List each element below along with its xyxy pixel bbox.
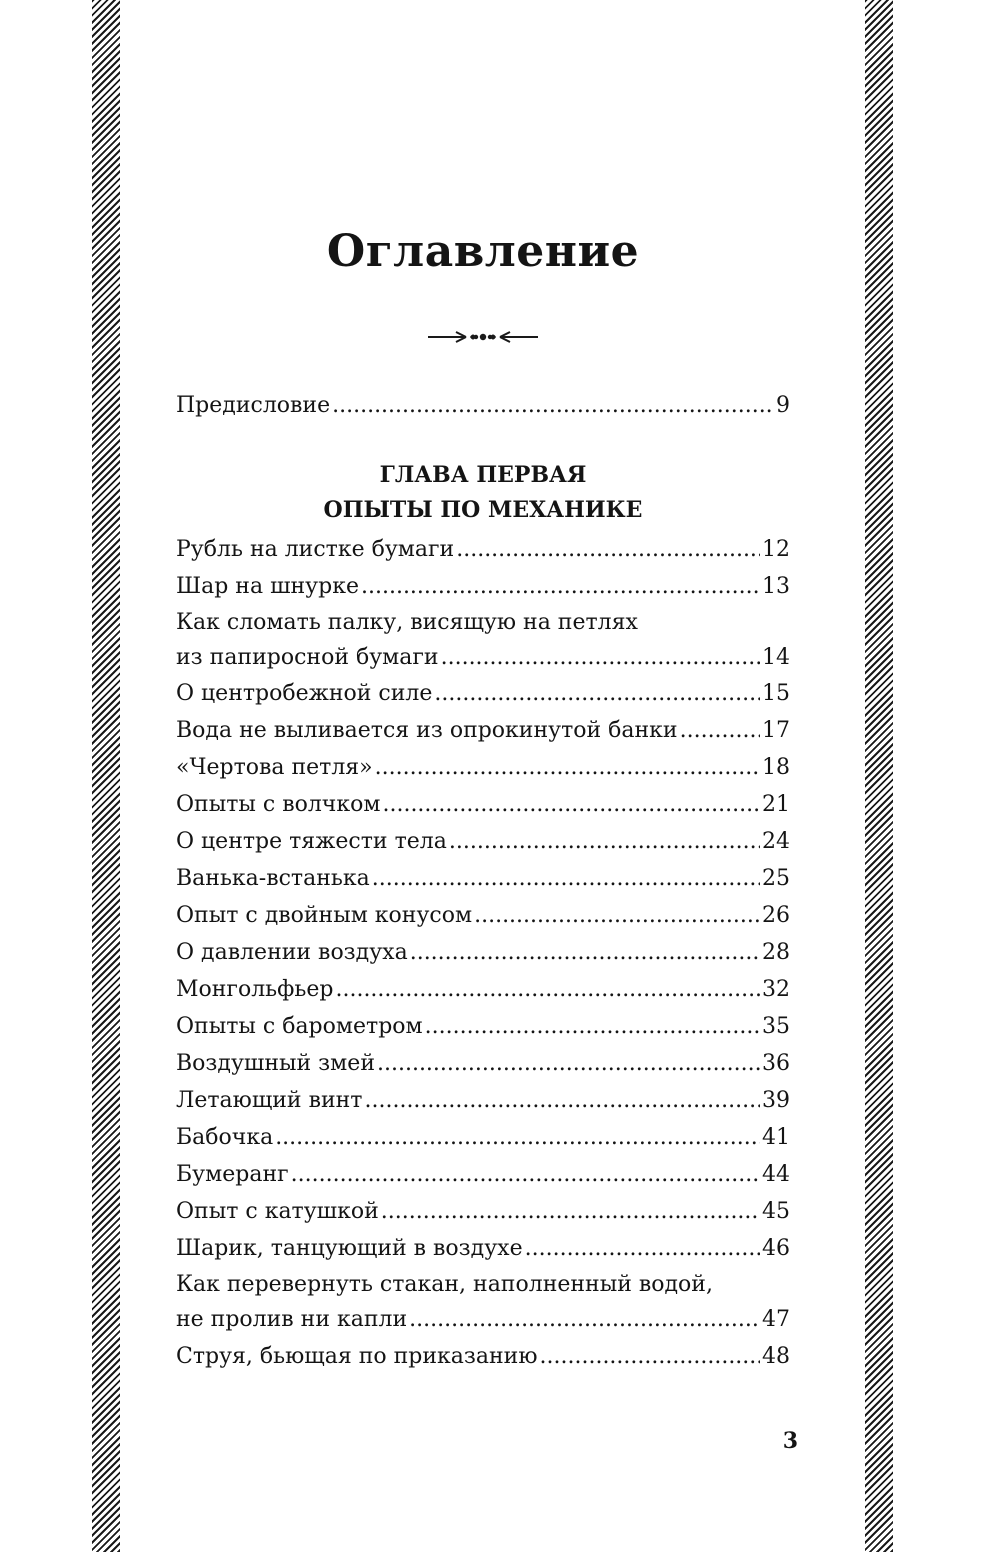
- toc-entry[interactable]: [176, 533, 790, 567]
- dot-leader: [409, 1303, 760, 1337]
- toc-entry-page: 17: [762, 718, 790, 743]
- dot-leader: [361, 570, 760, 604]
- decorative-flourish-icon: [426, 326, 540, 348]
- dot-leader: [474, 899, 760, 933]
- dot-leader: [449, 825, 760, 859]
- toc-entry-page: 28: [762, 940, 790, 965]
- toc-entry-page: 39: [762, 1088, 790, 1113]
- toc-entry[interactable]: [176, 751, 790, 785]
- toc-entry-label: Воздушный змей: [176, 1051, 375, 1076]
- dot-leader: [291, 1158, 760, 1192]
- toc-entry-page: 24: [762, 829, 790, 854]
- toc-entry-label: Шар на шнурке: [176, 574, 359, 599]
- toc-entry-page: 32: [762, 977, 790, 1002]
- page-title: Оглавление: [326, 226, 640, 277]
- toc-entry[interactable]: [176, 1084, 790, 1118]
- dot-leader: [456, 533, 760, 567]
- toc-entry[interactable]: [176, 973, 790, 1007]
- dot-leader: [382, 788, 760, 822]
- toc-entry-preface[interactable]: [176, 389, 790, 423]
- toc-entry-label: Летающий винт: [176, 1088, 363, 1113]
- toc-entry[interactable]: [176, 1195, 790, 1229]
- toc-entry[interactable]: [176, 641, 790, 675]
- toc-entry-label: Бумеранг: [176, 1162, 289, 1187]
- chapter-title: ОПЫТЫ ПО МЕХАНИКЕ: [323, 497, 643, 523]
- toc-entry[interactable]: [176, 1340, 790, 1374]
- dot-leader: [275, 1121, 760, 1155]
- toc-entry-label: Опыт с катушкой: [176, 1199, 379, 1224]
- dot-leader: [375, 751, 760, 785]
- toc-entry[interactable]: [176, 936, 790, 970]
- dot-leader: [441, 641, 760, 675]
- toc-entry[interactable]: [176, 1047, 790, 1081]
- toc-entry-page: 14: [762, 645, 790, 670]
- toc-entry-page: 25: [762, 866, 790, 891]
- left-decorative-border: [92, 0, 120, 1552]
- page-number: 3: [782, 1428, 798, 1454]
- toc-entry-label: Рубль на листке бумаги: [176, 537, 455, 562]
- toc-entry-label: Предисловие: [176, 393, 331, 418]
- dot-leader: [335, 973, 760, 1007]
- toc-entry-page: 44: [762, 1162, 790, 1187]
- toc-entry-label: Опыты с барометром: [176, 1014, 423, 1039]
- toc-entry[interactable]: [176, 825, 790, 859]
- dot-leader: [434, 677, 760, 711]
- toc-entry[interactable]: [176, 714, 790, 748]
- toc-entry-page: 41: [762, 1125, 790, 1150]
- toc-entry-page: 47: [762, 1307, 790, 1332]
- toc-entry-page: 36: [762, 1051, 790, 1076]
- dot-leader: [425, 1010, 760, 1044]
- dot-leader: [372, 862, 760, 896]
- toc-entry-label-first-line[interactable]: Как сломать палку, висящую на петлях: [176, 610, 638, 635]
- toc-entry-label: Ванька-встанька: [176, 866, 370, 891]
- toc-entry-page: 45: [762, 1199, 790, 1224]
- dot-leader: [410, 936, 760, 970]
- toc-entry-page: 35: [762, 1014, 790, 1039]
- toc-entry[interactable]: [176, 570, 790, 604]
- toc-entry-label: Опыты с волчком: [176, 792, 381, 817]
- chapter-number: ГЛАВА ПЕРВАЯ: [379, 462, 587, 488]
- dot-leader: [332, 389, 774, 423]
- dot-leader: [377, 1047, 760, 1081]
- toc-entry[interactable]: [176, 862, 790, 896]
- toc-entry-page: 13: [762, 574, 790, 599]
- toc-entry-label: «Чертова петля»: [176, 755, 373, 780]
- toc-entry-label: Вода не выливается из опрокинутой банки: [176, 718, 678, 743]
- toc-entry-page: 18: [762, 755, 790, 780]
- toc-entry-label: Опыт с двойным конусом: [176, 903, 473, 928]
- toc-entry[interactable]: [176, 899, 790, 933]
- dot-leader: [525, 1232, 760, 1266]
- dot-leader: [381, 1195, 760, 1229]
- toc-entry[interactable]: [176, 788, 790, 822]
- toc-entry[interactable]: [176, 1010, 790, 1044]
- toc-entry-label: О центре тяжести тела: [176, 829, 447, 854]
- toc-entry-page: 26: [762, 903, 790, 928]
- toc-entry[interactable]: [176, 677, 790, 711]
- right-decorative-border: [865, 0, 893, 1552]
- toc-entry-label: из папиросной бумаги: [176, 645, 439, 670]
- toc-entry-label: О центробежной силе: [176, 681, 433, 706]
- toc-entry[interactable]: [176, 1303, 790, 1337]
- toc-entry-page: 48: [762, 1344, 790, 1369]
- toc-entry-label: не пролив ни капли: [176, 1307, 408, 1332]
- toc-entry-page: 9: [776, 393, 790, 418]
- toc-entry-label-first-line[interactable]: Как перевернуть стакан, наполненный водой,: [176, 1272, 713, 1297]
- toc-entry[interactable]: [176, 1121, 790, 1155]
- dot-leader: [364, 1084, 760, 1118]
- toc-entry-label: О давлении воздуха: [176, 940, 408, 965]
- toc-entry-page: 21: [762, 792, 790, 817]
- dot-leader: [540, 1340, 761, 1374]
- toc-entry-page: 46: [762, 1236, 790, 1261]
- toc-entry-label: Бабочка: [176, 1125, 274, 1150]
- toc-entry[interactable]: [176, 1232, 790, 1266]
- toc-entry[interactable]: [176, 1158, 790, 1192]
- toc-entry-label: Струя, бьющая по приказанию: [176, 1344, 538, 1369]
- toc-entry-label: Шарик, танцующий в воздухе: [176, 1236, 523, 1261]
- dot-leader: [680, 714, 760, 748]
- toc-entry-label: Монгольфьер: [176, 977, 334, 1002]
- toc-entry-page: 15: [762, 681, 790, 706]
- toc-entry-page: 12: [762, 537, 790, 562]
